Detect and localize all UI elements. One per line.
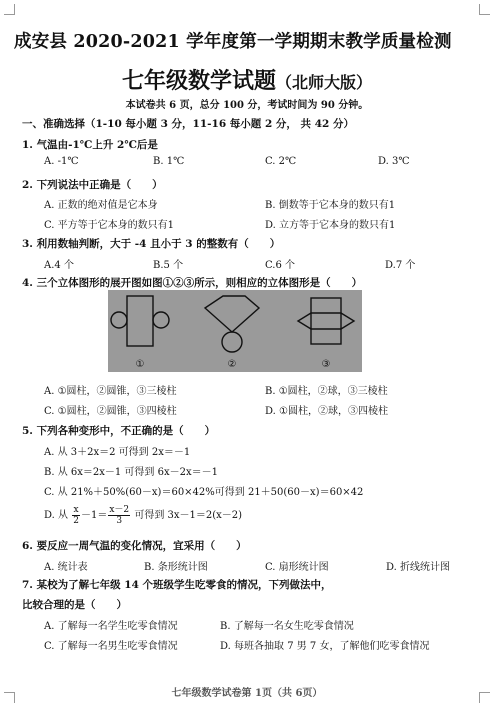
question-7-option-c: C. 了解每一名男生吃零食情况 xyxy=(44,641,178,652)
figure-3-rectangles xyxy=(311,298,341,344)
paper-title xyxy=(0,64,494,95)
fraction-x-over-2 xyxy=(72,505,80,526)
question-7-stem: 7. 某校为了解七年级 14 个班级学生吃零食的情况，下列做法中， xyxy=(22,579,332,591)
question-2-option-d: D. 立方等于它本身的数只有1 xyxy=(265,220,396,231)
question-3-option-b: B.5 个 xyxy=(153,260,184,271)
question-5-stem: 5. 下列各种变形中，不正确的是（ ） xyxy=(22,425,216,437)
figure-3-label: ③ xyxy=(321,359,331,370)
question-5-option-a: A. 从 3＋2x＝2 可得到 2x＝－1 xyxy=(44,447,191,458)
figure-1-rectangle xyxy=(127,296,153,346)
figure-1-circle-right xyxy=(153,312,169,328)
question-7-stem-continued: 比较合理的是（ ） xyxy=(22,599,127,611)
corner-mark-top-left xyxy=(4,4,15,15)
fraction-numerator: x－2 xyxy=(109,505,130,515)
question-1-option-b: B. 1℃ xyxy=(153,156,185,167)
fraction-numerator: x xyxy=(73,505,79,515)
question-6-option-d: D. 折线统计图 xyxy=(386,562,451,573)
question-4-stem: 4. 三个立体图形的展开图如图①②③所示，则相应的立体图形是（ ） xyxy=(22,277,363,289)
question-3-option-c: C.6 个 xyxy=(265,260,296,271)
question-7-option-b: B. 了解每一名女生吃零食情况 xyxy=(220,621,354,632)
question-2-option-c: C. 平方等于它本身的数只有1 xyxy=(44,220,175,231)
net-figures-drawing xyxy=(108,290,362,372)
paper-edition: （北师大版） xyxy=(276,73,373,92)
question-3-stem: 3. 利用数轴判断，大于 -4 且小于 3 的整数有（ ） xyxy=(22,238,281,250)
question-6-stem: 6. 要反应一周气温的变化情况，宜采用（ ） xyxy=(22,540,247,552)
question-5-option-c: C. 从 21%＋50%(60－x)＝60×42%可得到 21＋50(60－x)＝60×42 xyxy=(44,487,364,498)
paper-title-main: 七年级数学试题 xyxy=(121,68,276,94)
figure-1-label: ① xyxy=(135,359,145,370)
fraction-denominator: 3 xyxy=(116,516,123,526)
question-1-option-d: D. 3℃ xyxy=(378,156,410,167)
question-7-option-a: A. 了解每一名学生吃零食情况 xyxy=(44,621,178,632)
question-7-option-d: D. 每班各抽取 7 男 7 女，了解他们吃零食情况 xyxy=(220,641,430,652)
question-4-option-b: B. ①圆柱，②球，③三棱柱 xyxy=(265,386,388,397)
question-6-option-c: C. 扇形统计图 xyxy=(265,562,329,573)
exam-title: 成安县 2020-2021 学年度第一学期期末教学质量检测 xyxy=(14,32,452,52)
fraction-x-minus-2-over-3 xyxy=(108,505,130,526)
question-1-option-c: C. 2℃ xyxy=(265,156,297,167)
question-1-stem: 1. 气温由-1℃上升 2℃后是 xyxy=(22,139,158,151)
net-figures xyxy=(108,290,362,372)
question-4-option-d: D. ①圆柱，②球，③四棱柱 xyxy=(265,406,388,417)
option-d-middle: －1＝ xyxy=(80,510,108,521)
figure-2-circle xyxy=(222,332,242,352)
question-4-option-a: A. ①圆柱，②圆锥，③三棱柱 xyxy=(44,386,177,397)
question-5-option-d xyxy=(44,505,242,526)
figure-1-circle-left xyxy=(111,312,127,328)
figure-2-label: ② xyxy=(227,359,237,370)
figure-3-triangle-left xyxy=(298,313,311,329)
question-5-option-b: B. 从 6x＝2x－1 可得到 6x－2x＝－1 xyxy=(44,467,218,478)
fraction-denominator: 2 xyxy=(73,516,79,526)
section-heading: 一、准确选择（1-10 每小题 3 分，11-16 每小题 2 分， 共 42 分） xyxy=(22,118,354,130)
question-3-option-a: A.4 个 xyxy=(44,260,74,271)
question-6-option-a: A. 统计表 xyxy=(44,562,88,573)
question-1-option-a: A. -1℃ xyxy=(44,156,79,167)
question-3-option-d: D.7 个 xyxy=(385,260,416,271)
question-6-option-b: B. 条形统计图 xyxy=(144,562,208,573)
question-2-stem: 2. 下列说法中正确是（ ） xyxy=(22,179,163,191)
question-4-option-c: C. ①圆柱，②圆锥，③四棱柱 xyxy=(44,406,177,417)
page-footer: 七年级数学试卷第 1页（共 6页） xyxy=(171,688,323,699)
figure-3-triangle-right xyxy=(341,313,354,329)
question-2-option-b: B. 倒数等于它本身的数只有1 xyxy=(265,200,396,211)
option-d-prefix: D. 从 xyxy=(44,510,69,521)
question-2-option-a: A. 正数的绝对值是它本身 xyxy=(44,200,158,211)
figure-2-sector xyxy=(205,296,259,332)
option-d-suffix: 可得到 3x－1＝2(x－2) xyxy=(134,510,243,521)
exam-note: 本试卷共 6 页，总分 100 分，考试时间为 90 分钟。 xyxy=(125,100,369,111)
corner-mark-top-right xyxy=(479,4,490,15)
